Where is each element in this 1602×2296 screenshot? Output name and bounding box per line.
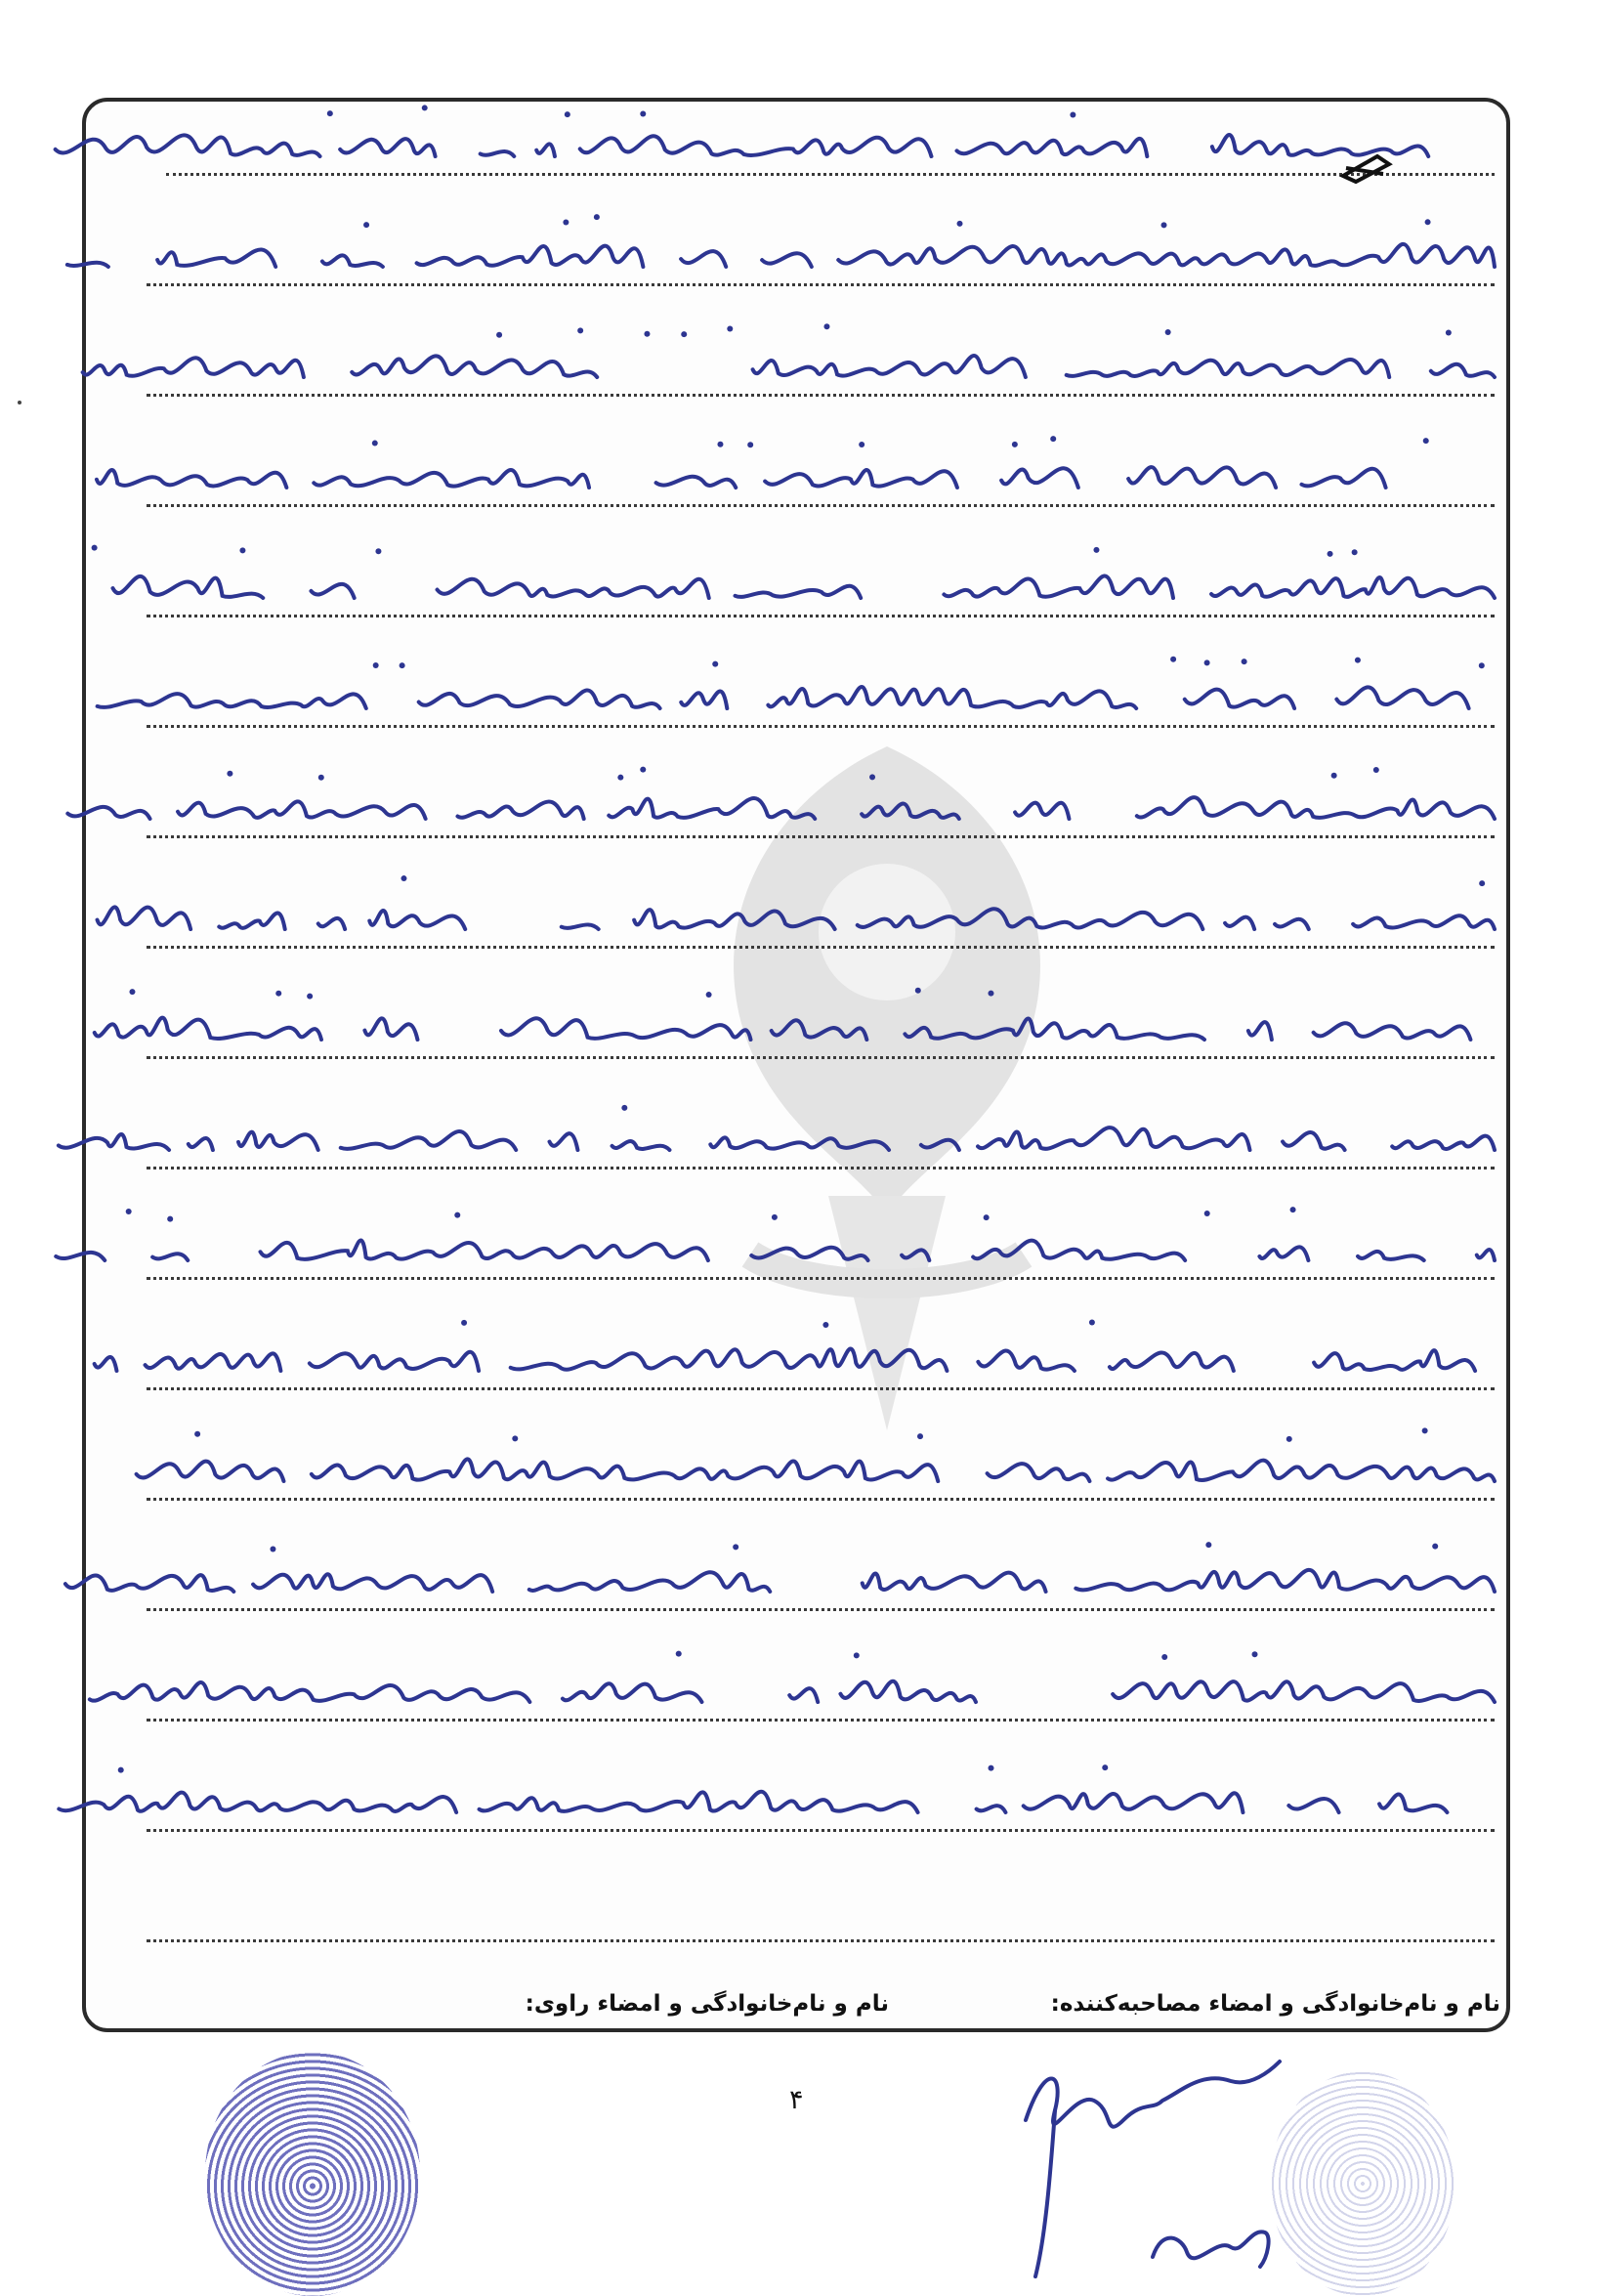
- signature: [987, 2032, 1289, 2296]
- fingerprint-stamp-faint: [1270, 2071, 1455, 2296]
- handwritten-line: [97, 436, 1429, 488]
- handwritten-line: [67, 214, 1495, 267]
- pencil-mark-icon: [1338, 147, 1397, 186]
- narrator-signature-label: نام و نام‌خانوادگی و امضاء راوی:: [525, 1991, 889, 2017]
- handwritten-line: [95, 1320, 1475, 1371]
- handwritten-line: [98, 875, 1495, 929]
- interviewer-signature-label: نام و نام‌خانوادگی و امضاء مصاحبه‌کننده:: [1050, 1991, 1500, 2017]
- page-number: ۴: [789, 2085, 804, 2115]
- handwritten-line: [97, 1427, 1495, 1481]
- handwritten-line: [83, 323, 1495, 377]
- handwritten-line: [67, 767, 1495, 819]
- handwritten-line: [95, 988, 1471, 1040]
- handwritten-line: [59, 1765, 1447, 1812]
- handwritten-line: [90, 1651, 1495, 1702]
- handwritten-line: [56, 1207, 1495, 1260]
- handwritten-text: [59, 117, 1582, 2013]
- margin-dot: [18, 401, 21, 404]
- handwritten-line: [76, 545, 1495, 598]
- fingerprint-stamp: [205, 2052, 420, 2296]
- handwritten-line: [98, 657, 1485, 708]
- handwritten-line: [59, 1105, 1495, 1150]
- handwritten-line: [65, 1542, 1495, 1592]
